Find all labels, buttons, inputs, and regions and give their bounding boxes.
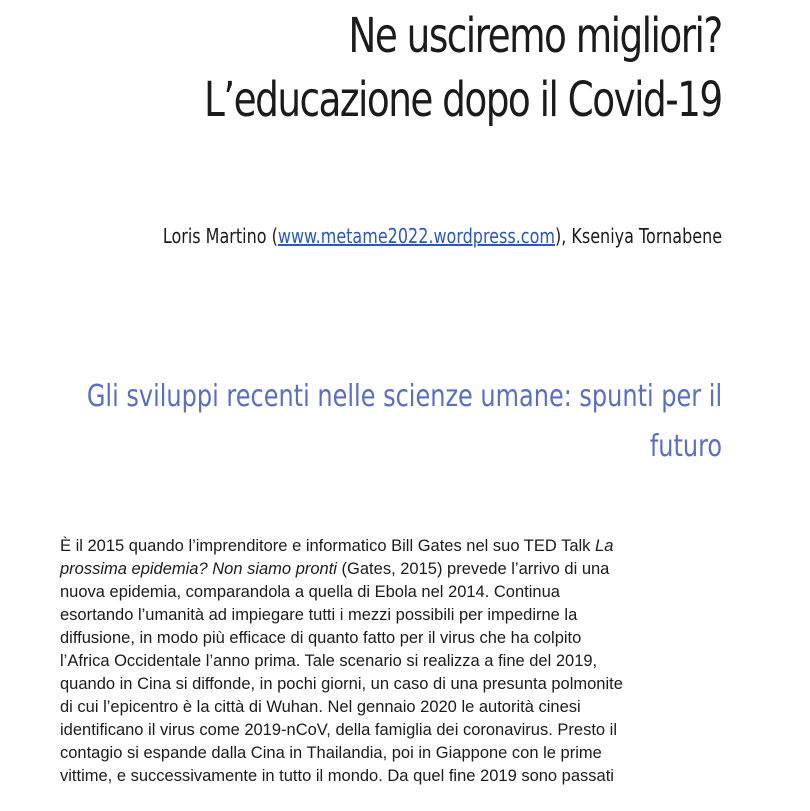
author-name-2: ), Kseniya Tornabene (554, 224, 722, 248)
body-line: esortando l’umanità ad impiegare tutti i mezzi possibili per impedirne la (60, 606, 578, 624)
body-paragraph (60, 535, 760, 788)
author-line (163, 222, 722, 250)
body-line: l’Africa Occidentale l’anno prima. Tale scenario si realizza a fine del 2019, (60, 652, 598, 670)
body-line: identificano il virus come 2019-nCoV, della famiglia dei coronavirus. Presto il (60, 721, 618, 739)
body-line: quando in Cina si diffonde, in pochi giorni, un caso di una presunta polmonite (60, 675, 623, 693)
body-line: di cui l’epicentro è la città di Wuhan. Nel gennaio 2020 le autorità cinesi (60, 698, 581, 716)
body-text-span: È il 2015 quando l’imprenditore e informatico Bill Gates nel suo TED Talk (60, 537, 596, 555)
document-title (204, 4, 722, 132)
author-website-link[interactable]: www.metame2022.wordpress.com (277, 224, 555, 248)
body-line (60, 535, 760, 558)
body-italic-span: La (595, 537, 614, 555)
body-text-span: (Gates, 2015) prevede l’arrivo di una (336, 560, 610, 578)
body-line (60, 558, 760, 581)
section-heading (87, 372, 722, 472)
section-heading-line-2: futuro (649, 429, 722, 464)
body-italic-span: prossima epidemia? Non siamo pronti (60, 560, 337, 578)
body-line: nuova epidemia, comparandola a quella di Ebola nel 2014. Continua (60, 583, 560, 601)
title-line-1: Ne usciremo migliori? (348, 8, 722, 64)
body-line: contagio si espande dalla Cina in Thailandia, poi in Giappone con le prime (60, 744, 602, 762)
author-name-1: Loris Martino ( (162, 224, 278, 248)
body-line: vittime, e successivamente in tutto il mondo. Da quel fine 2019 sono passati (60, 767, 614, 785)
body-line: diffusione, in modo più efficace di quanto fatto per il virus che ha colpito (60, 629, 582, 647)
title-line-2: L’educazione dopo il Covid-19 (204, 72, 722, 128)
section-heading-line-1: Gli sviluppi recenti nelle scienze umane: spunti per il (86, 379, 722, 414)
